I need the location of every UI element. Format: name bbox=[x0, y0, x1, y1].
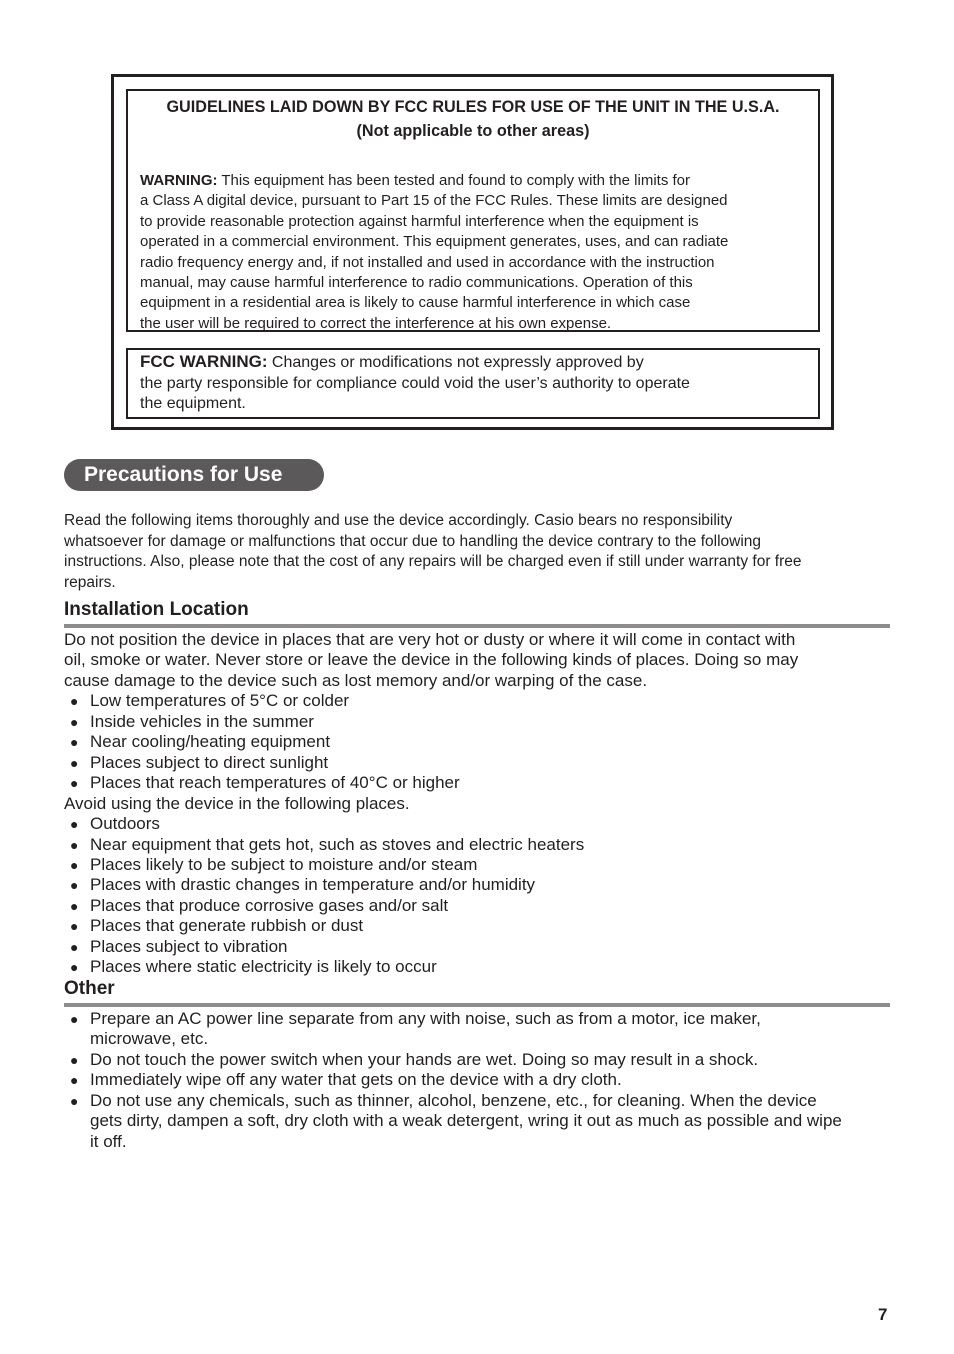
intro-line: instructions. Also, please note that the cost of any repairs will be charged even if still under warranty for free bbox=[64, 553, 802, 570]
fcc-warning-line: a Class A digital device, pursuant to Part 15 of the FCC Rules. These limits are designed bbox=[140, 192, 728, 210]
list-item: ● Inside vehicles in the summer bbox=[70, 711, 314, 731]
bullet-icon: ● bbox=[70, 1011, 79, 1027]
bullet-icon: ● bbox=[70, 1051, 79, 1068]
bullet-icon: ● bbox=[70, 816, 79, 833]
avoid-intro: Avoid using the device in the following places. bbox=[64, 793, 410, 813]
list-item: ● Places subject to vibration bbox=[70, 936, 288, 956]
intro-line: repairs. bbox=[64, 573, 116, 591]
fcc-guidelines-frame bbox=[111, 74, 834, 430]
fcc-modification-line: the party responsible for compliance could void the user’s authority to operate bbox=[140, 374, 690, 392]
bullet-icon: ● bbox=[70, 754, 79, 771]
installation-intro-line: cause damage to the device such as lost memory and/or warping of the case. bbox=[64, 670, 648, 690]
installation-intro-line: oil, smoke or water. Never store or leave the device in the following kinds of places. Doing so may bbox=[64, 650, 799, 670]
bullet-icon: ● bbox=[70, 775, 79, 792]
bullet-icon: ● bbox=[70, 713, 79, 730]
fcc-warning-line: WARNING: This equipment has been tested and found to comply with the limits for bbox=[140, 172, 690, 189]
list-item: ● Places where static electricity is likely to occur bbox=[70, 957, 437, 977]
bullet-icon: ● bbox=[70, 938, 79, 955]
list-item: ● Near cooling/heating equipment bbox=[70, 732, 331, 752]
list-item: ● Prepare an AC power line separate from any with noise, such as from a motor, ice maker, microwave, etc. bbox=[70, 1009, 761, 1049]
other-body bbox=[64, 1009, 894, 1152]
bullet-icon: ● bbox=[70, 897, 79, 914]
bullet-icon: ● bbox=[70, 734, 79, 751]
list-item: ● Outdoors bbox=[70, 814, 160, 834]
section-title-precautions: Precautions for Use bbox=[64, 459, 324, 491]
bullet-icon: ● bbox=[70, 836, 79, 853]
bullet-icon: ● bbox=[70, 877, 79, 894]
bullet-icon: ● bbox=[70, 1092, 79, 1109]
fcc-modification-warning-text bbox=[140, 352, 690, 415]
installation-intro-line: Do not position the device in places that are very hot or dusty or where it will come in contact with bbox=[64, 630, 796, 649]
warning-label: WARNING: bbox=[140, 172, 218, 189]
fcc-warning-line: operated in a commercial environment. This equipment generates, uses, and can radiate bbox=[140, 233, 729, 251]
list-item: ● Places that generate rubbish or dust bbox=[70, 916, 364, 936]
installation-body bbox=[64, 630, 894, 978]
bullet-icon: ● bbox=[70, 1072, 79, 1089]
fcc-warning-line: equipment in a residential area is likely to cause harmful interference in which case bbox=[140, 294, 691, 312]
fcc-warning-line: to provide reasonable protection against harmful interference when the equipment is bbox=[140, 212, 699, 230]
intro-line: whatsoever for damage or malfunctions that occur due to handling the device contrary to the following bbox=[64, 532, 762, 550]
fcc-title bbox=[128, 95, 818, 143]
fcc-modification-warning-box bbox=[126, 348, 820, 419]
fcc-warning-text bbox=[140, 171, 810, 334]
list-item: ● Places with drastic changes in temperature and/or humidity bbox=[70, 875, 536, 895]
list-item: ● Do not touch the power switch when your hands are wet. Doing so may result in a shock. bbox=[70, 1049, 759, 1069]
list-item: ● Places that produce corrosive gases and/or salt bbox=[70, 895, 449, 915]
heading-other: Other bbox=[64, 978, 115, 999]
bullet-icon: ● bbox=[70, 918, 79, 935]
fcc-modification-line: the equipment. bbox=[140, 395, 246, 412]
section-intro bbox=[64, 511, 894, 593]
page-number: 7 bbox=[878, 1305, 888, 1324]
intro-line: Read the following items thoroughly and use the device accordingly. Casio bears no responsibility bbox=[64, 512, 733, 529]
fcc-warning-box bbox=[126, 89, 820, 332]
list-item: ● Low temperatures of 5°C or colder bbox=[70, 691, 350, 711]
fcc-warning-label: FCC WARNING: bbox=[140, 352, 268, 371]
list-item: ● Places subject to direct sunlight bbox=[70, 752, 329, 772]
bullet-icon: ● bbox=[70, 959, 79, 976]
fcc-modification-line: FCC WARNING: Changes or modifications not expressly approved by bbox=[140, 352, 644, 371]
bullet-icon: ● bbox=[70, 856, 79, 873]
heading-rule bbox=[64, 624, 890, 628]
list-item: ● Immediately wipe off any water that gets on the device with a dry cloth. bbox=[70, 1070, 622, 1090]
list-item: ● Places likely to be subject to moisture and/or steam bbox=[70, 854, 478, 874]
fcc-warning-line: the user will be required to correct the interference at his own expense. bbox=[140, 314, 612, 332]
heading-installation-location: Installation Location bbox=[64, 599, 249, 620]
fcc-title-line2: (Not applicable to other areas) bbox=[356, 122, 590, 140]
fcc-warning-line: manual, may cause harmful interference to radio communications. Operation of this bbox=[140, 274, 693, 292]
heading-rule bbox=[64, 1003, 890, 1007]
fcc-warning-line: radio frequency energy and, if not installed and used in accordance with the instruction bbox=[140, 253, 715, 271]
bullet-icon: ● bbox=[70, 693, 79, 710]
list-item: ● Do not use any chemicals, such as thinner, alcohol, benzene, etc., for cleaning. When the device gets dirty, dampen a soft, dry cloth with a weak detergent, wring it out as much as possible and wipe it off. bbox=[70, 1090, 842, 1151]
list-item: ● Near equipment that gets hot, such as stoves and electric heaters bbox=[70, 834, 585, 854]
fcc-title-line1: GUIDELINES LAID DOWN BY FCC RULES FOR USE OF THE UNIT IN THE U.S.A. bbox=[166, 98, 780, 116]
list-item: ● Places that reach temperatures of 40°C or higher bbox=[70, 773, 460, 793]
